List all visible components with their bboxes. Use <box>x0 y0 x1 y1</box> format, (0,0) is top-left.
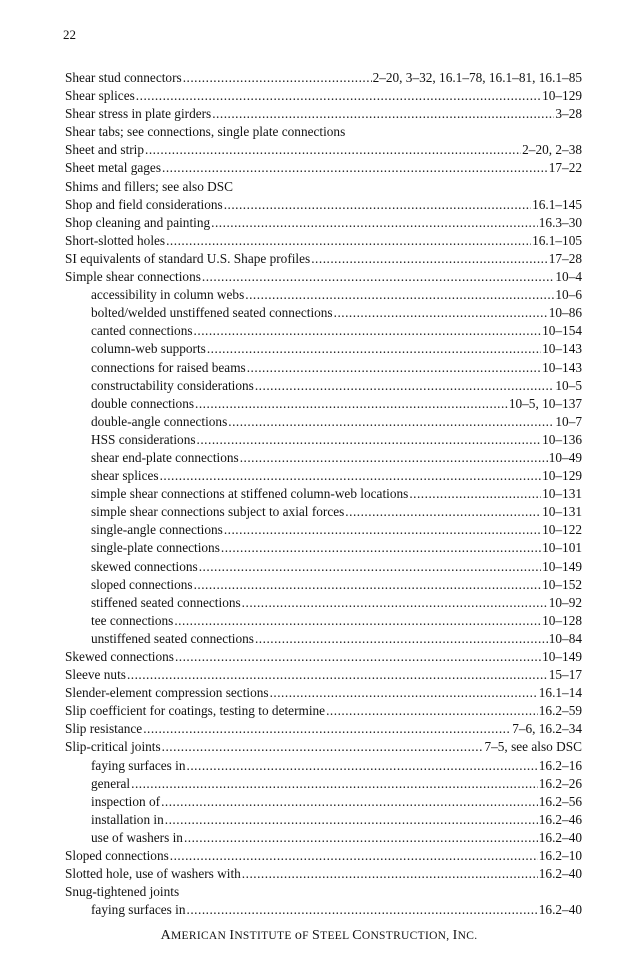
dot-leader <box>345 503 541 521</box>
entry-pages: 10–122 <box>542 522 582 538</box>
dot-leader <box>270 684 538 702</box>
dot-leader <box>224 196 531 214</box>
index-subentry <box>65 377 582 395</box>
index-entry <box>65 178 582 196</box>
dot-leader <box>211 214 538 232</box>
dot-leader <box>242 865 538 883</box>
dot-leader <box>240 449 548 467</box>
index-subentry <box>65 521 582 539</box>
index-subentry <box>65 304 582 322</box>
index-subentry <box>65 558 582 576</box>
entry-pages: 17–28 <box>548 250 582 266</box>
index-entry <box>65 666 582 684</box>
dot-leader <box>170 847 538 865</box>
entry-pages: 16.2–40 <box>538 866 582 882</box>
index-subentry <box>65 503 582 521</box>
index-entry <box>65 105 582 123</box>
entry-pages: 10–129 <box>542 468 582 484</box>
entry-term: skewed connections <box>91 558 198 574</box>
entry-term: unstiffened seated connections <box>91 630 254 646</box>
dot-leader <box>175 648 541 666</box>
entry-term: Sloped connections <box>65 848 169 864</box>
entry-pages: 10–49 <box>548 449 582 465</box>
entry-pages: 10–7 <box>555 413 582 429</box>
entry-pages: 16.2–26 <box>538 775 582 791</box>
entry-term: Shear stress in plate girders <box>65 106 212 122</box>
index-subentry <box>65 413 582 431</box>
index-entry <box>65 87 582 105</box>
entry-pages: 10–131 <box>542 486 582 502</box>
index-subentry <box>65 793 582 811</box>
dot-leader <box>207 340 541 358</box>
index-entry <box>65 250 582 268</box>
dot-leader <box>224 521 541 539</box>
index-subentry <box>65 467 582 485</box>
page-footer <box>0 928 638 944</box>
index-subentry <box>65 340 582 358</box>
dot-leader <box>162 738 484 756</box>
index-subentry <box>65 286 582 304</box>
index-entry <box>65 702 582 720</box>
dot-leader <box>187 757 538 775</box>
entry-term: Sleeve nuts <box>65 667 126 683</box>
entry-pages: 10–136 <box>542 431 582 447</box>
entry-term: simple shear connections subject to axial forces <box>91 504 345 520</box>
index-subentry <box>65 322 582 340</box>
dot-leader <box>247 359 541 377</box>
index-subentry <box>65 775 582 793</box>
dot-leader <box>160 467 542 485</box>
dot-leader <box>187 901 538 919</box>
dot-leader <box>334 304 548 322</box>
dot-leader <box>194 322 542 340</box>
entry-term: tee connections <box>91 612 174 628</box>
index-entry <box>65 268 582 286</box>
entry-pages: 2–20, 3–32, 16.1–78, 16.1–81, 16.1–85 <box>372 70 582 85</box>
dot-leader <box>183 69 372 87</box>
dot-leader <box>221 539 541 557</box>
entry-term: simple shear connections at stiffened column-web locations <box>91 486 409 502</box>
entry-pages: 10–143 <box>542 359 582 375</box>
entry-term: general <box>91 775 131 791</box>
entry-term: Shims and fillers; see also DSC <box>65 178 234 194</box>
dot-leader <box>145 141 521 159</box>
entry-pages: 16.2–40 <box>538 902 582 918</box>
dot-leader <box>311 250 548 268</box>
dot-leader <box>242 594 548 612</box>
dot-leader <box>212 105 554 123</box>
dot-leader <box>202 268 555 286</box>
entry-term: column-web supports <box>91 341 206 357</box>
entry-pages: 16.2–10 <box>538 848 582 864</box>
dot-leader <box>166 232 531 250</box>
entry-pages: 10–4 <box>555 269 582 285</box>
page-number: 22 <box>63 27 76 42</box>
entry-pages: 10–149 <box>542 558 582 574</box>
index-entry <box>65 196 582 214</box>
dot-leader <box>197 431 542 449</box>
index-subentry <box>65 630 582 648</box>
dot-leader <box>162 159 548 177</box>
index-subentry <box>65 829 582 847</box>
dot-leader <box>143 720 511 738</box>
entry-pages: 10–101 <box>542 540 582 556</box>
dot-leader <box>199 558 541 576</box>
entry-pages: 16.2–46 <box>538 811 582 827</box>
entry-pages: 7–6, 16.2–34 <box>512 721 582 737</box>
entry-term: accessibility in column webs <box>91 287 245 303</box>
entry-pages: 10–129 <box>542 88 582 104</box>
dot-leader <box>245 286 554 304</box>
dot-leader <box>326 702 538 720</box>
index-entry <box>65 865 582 883</box>
entry-pages: 10–84 <box>548 630 582 646</box>
entry-term: faying surfaces in <box>91 757 186 773</box>
entry-pages: 10–128 <box>542 612 582 628</box>
index-subentry <box>65 612 582 630</box>
entry-term: Shear splices <box>65 88 135 104</box>
entry-term: single-plate connections <box>91 540 220 556</box>
entry-pages: 16.1–14 <box>538 685 582 701</box>
entry-term: Slip coefficient for coatings, testing to determine <box>65 703 326 719</box>
index-entry <box>65 847 582 865</box>
entry-term: Snug-tightened joints <box>65 884 180 900</box>
entry-term: Sheet and strip <box>65 142 145 158</box>
entry-term: use of washers in <box>91 829 183 845</box>
index-entry <box>65 214 582 232</box>
dot-leader <box>228 413 554 431</box>
entry-pages: 16.1–145 <box>532 196 582 212</box>
entry-term: faying surfaces in <box>91 902 186 918</box>
index-subentry <box>65 359 582 377</box>
entry-term: SI equivalents of standard U.S. Shape profiles <box>65 250 311 266</box>
index-subentry <box>65 449 582 467</box>
entry-pages: 10–92 <box>548 594 582 610</box>
footer-text: AMERICAN INSTITUTE oF STEEL CONSTRUCTION, INC. <box>160 928 478 943</box>
index-entry <box>65 141 582 159</box>
dot-leader <box>194 576 542 594</box>
index-subentry <box>65 539 582 557</box>
index-entry <box>65 883 582 901</box>
entry-term: Slotted hole, use of washers with <box>65 866 241 882</box>
entry-term: sloped connections <box>91 576 193 592</box>
entry-pages: 16.3–30 <box>538 214 582 230</box>
entry-pages: 15–17 <box>548 667 582 683</box>
entry-term: canted connections <box>91 323 193 339</box>
index-entry <box>65 684 582 702</box>
dot-leader <box>136 87 541 105</box>
index-subentry <box>65 395 582 413</box>
dot-leader <box>255 630 548 648</box>
index-entry <box>65 232 582 250</box>
entry-pages: 10–6 <box>555 287 582 303</box>
entry-term: constructability considerations <box>91 377 254 393</box>
entry-pages: 7–5, see also DSC <box>484 739 582 755</box>
entry-term: single-angle connections <box>91 522 223 538</box>
entry-term: Skewed connections <box>65 649 174 664</box>
entry-pages: 3–28 <box>555 106 582 122</box>
entry-pages: 10–131 <box>542 504 582 520</box>
entry-pages: 17–22 <box>548 160 582 176</box>
entry-pages: 10–5 <box>555 377 582 393</box>
entry-term: Slip-critical joints <box>65 739 161 755</box>
entry-pages: 10–149 <box>542 649 582 664</box>
dot-leader <box>165 811 538 829</box>
entry-pages: 10–86 <box>548 305 582 321</box>
index-subentry <box>65 485 582 503</box>
entry-pages: 16.2–40 <box>538 829 582 845</box>
index-subentry <box>65 594 582 612</box>
entry-term: double-angle connections <box>91 413 228 429</box>
dot-leader <box>127 666 548 684</box>
entry-term: inspection of <box>91 793 161 809</box>
entry-term: Shear stud connectors <box>65 70 182 85</box>
entry-pages: 16.2–59 <box>538 703 582 719</box>
entry-term: Sheet metal gages <box>65 160 161 176</box>
entry-term: HSS considerations <box>91 431 196 447</box>
entry-term: bolted/welded unstiffened seated connections <box>91 305 333 321</box>
entry-term: shear end-plate connections <box>91 449 239 465</box>
entry-term: shear splices <box>91 468 159 484</box>
index-entry <box>65 738 582 756</box>
dot-leader <box>255 377 555 395</box>
index-entry <box>65 159 582 177</box>
index-subentry <box>65 576 582 594</box>
entry-term: Slender-element compression sections <box>65 685 269 701</box>
index-entry <box>65 123 582 141</box>
dot-leader <box>161 793 538 811</box>
entry-term: double connections <box>91 395 195 411</box>
entry-term: Simple shear connections <box>65 269 201 285</box>
index-list <box>65 69 582 919</box>
entry-pages: 16.1–105 <box>532 232 582 248</box>
dot-leader <box>174 612 541 630</box>
dot-leader <box>131 775 538 793</box>
index-subentry <box>65 431 582 449</box>
entry-term: Short-slotted holes <box>65 232 166 248</box>
entry-pages: 16.2–16 <box>538 757 582 773</box>
index-subentry <box>65 901 582 919</box>
index-subentry <box>65 757 582 775</box>
entry-pages: 16.2–56 <box>538 793 582 809</box>
index-subentry <box>65 811 582 829</box>
entry-pages: 10–154 <box>542 323 582 339</box>
entry-term: Shop cleaning and painting <box>65 214 211 230</box>
entry-pages: 10–143 <box>542 341 582 357</box>
entry-term: connections for raised beams <box>91 359 246 375</box>
index-entry <box>65 69 582 87</box>
entry-term: Shear tabs; see connections, single plate connections <box>65 124 346 140</box>
dot-leader <box>409 485 541 503</box>
index-entry <box>65 720 582 738</box>
entry-pages: 10–5, 10–137 <box>508 395 582 411</box>
entry-pages: 2–20, 2–38 <box>522 142 582 158</box>
entry-term: installation in <box>91 811 164 827</box>
index-entry <box>65 648 582 666</box>
entry-pages: 10–152 <box>542 576 582 592</box>
entry-term: Slip resistance <box>65 721 143 737</box>
entry-term: stiffened seated connections <box>91 594 241 610</box>
dot-leader <box>195 395 508 413</box>
entry-term: Shop and field considerations <box>65 196 223 212</box>
dot-leader <box>184 829 538 847</box>
